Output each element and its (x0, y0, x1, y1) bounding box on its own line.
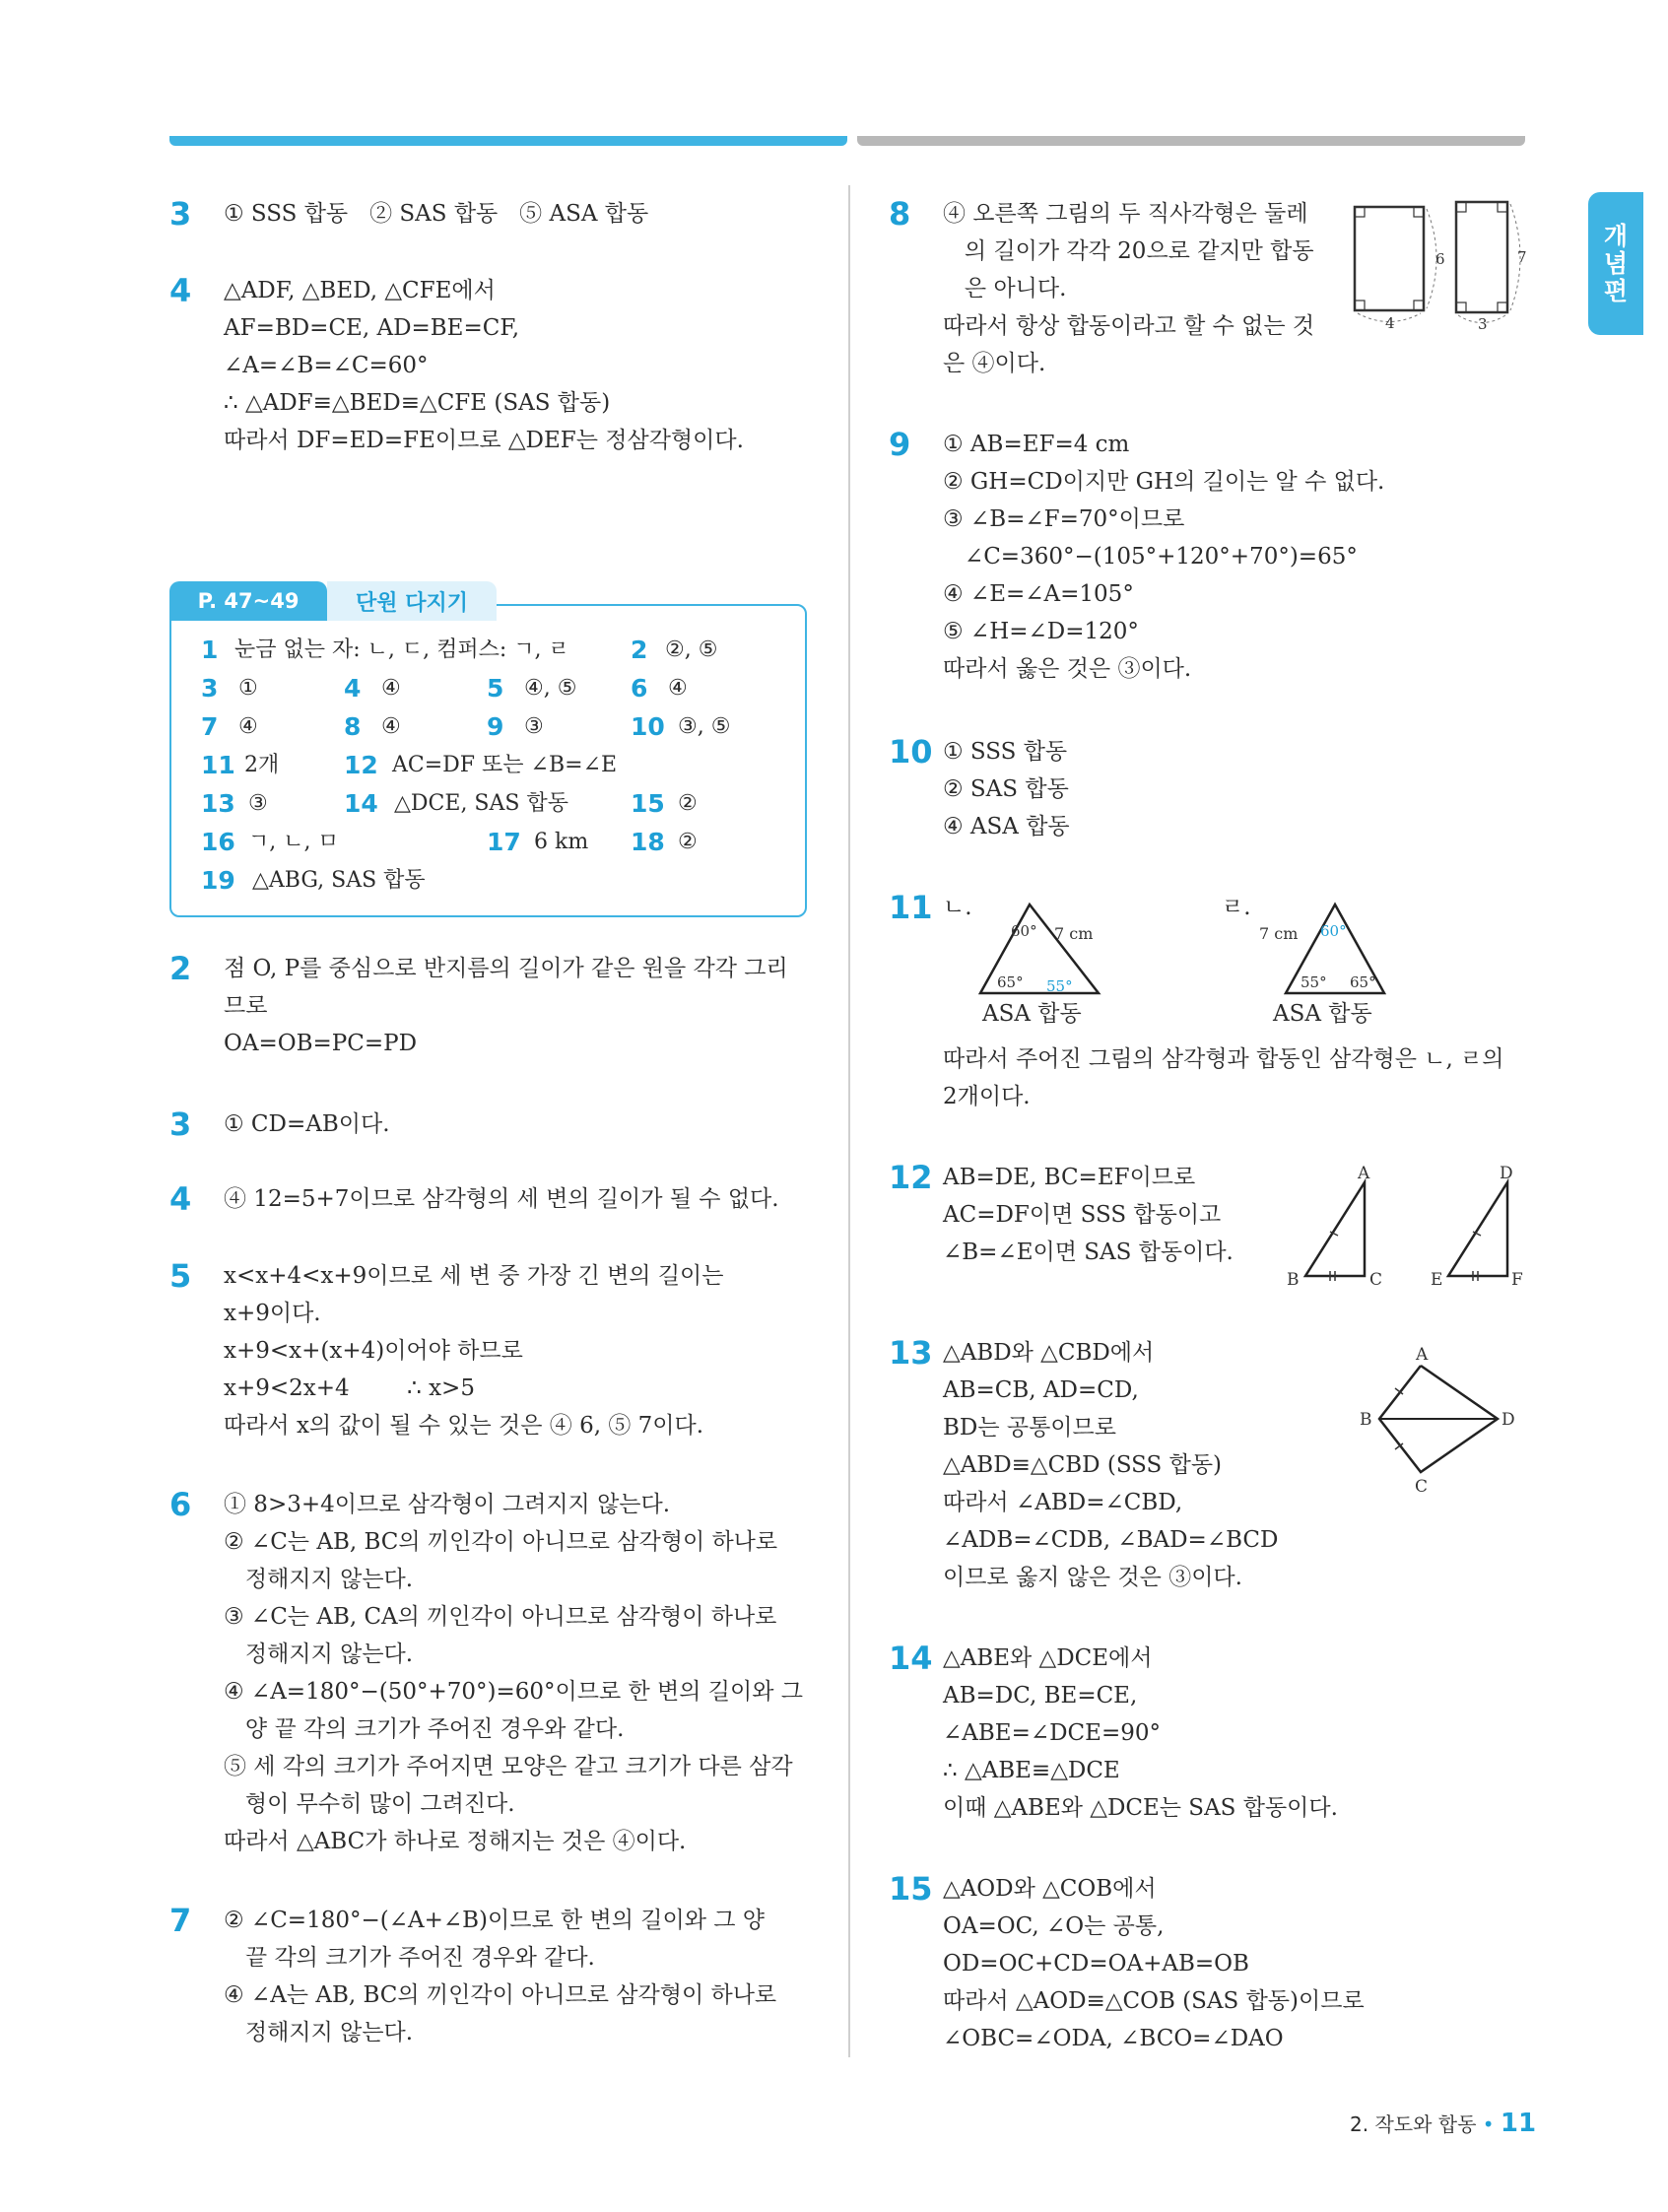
question-number: 7 (169, 1902, 192, 1939)
question-number: 3 (169, 195, 192, 233)
review-item-answer: △ABG, SAS 합동 (252, 868, 426, 893)
answer-line: 2개이다. (943, 1084, 1031, 1109)
figure-caption: ASA 합동 (1273, 1001, 1372, 1027)
vertex-label: A (1358, 1164, 1370, 1183)
rect1-height-label: 6 (1435, 250, 1445, 268)
answer-line: ① SSS 합동 (943, 739, 1068, 765)
page-number: 11 (1500, 2109, 1537, 2138)
answer-line: ④ 오른쪽 그림의 두 직사각형은 둘레 (943, 201, 1308, 227)
answer-line: ② ∠C는 AB, BC의 끼인각이 아니므로 삼각형이 하나로 (224, 1529, 778, 1555)
answer-line: 점 O, P를 중심으로 반지름의 길이가 같은 원을 각각 그리 (224, 956, 788, 981)
review-item-number: 6 (631, 674, 648, 703)
rect2-height-label: 7 (1517, 248, 1527, 266)
figure-caption: ASA 합동 (982, 1001, 1082, 1027)
answer-line: 따라서 주어진 그림의 삼각형과 합동인 삼각형은 ㄴ, ㄹ의 (943, 1046, 1504, 1072)
review-item-answer: ④, ⑤ (524, 676, 577, 701)
answer-line: 은 ④이다. (943, 351, 1046, 376)
answer-line: x+9<2x+4 ∴ x>5 (224, 1375, 475, 1401)
answer-line: ④ ∠E=∠A=105° (943, 581, 1134, 607)
side-tab-char: 개 (1603, 221, 1629, 250)
answer-line: 따라서 △ABC가 하나로 정해지는 것은 ④이다. (224, 1829, 687, 1854)
vertex-label: B (1287, 1270, 1300, 1290)
answer-line: ④ 12=5+7이므로 삼각형의 세 변의 길이가 될 수 없다. (224, 1186, 779, 1212)
vertex-label: F (1511, 1270, 1523, 1290)
answer-line: AB=CB, AD=CD, (943, 1377, 1139, 1403)
question-number: 4 (169, 272, 192, 309)
vertex-label: D (1501, 1410, 1515, 1430)
answer-line: 은 아니다. (943, 276, 1067, 302)
answer-line: △ABD≡△CBD (SSS 합동) (943, 1452, 1223, 1478)
question-number: 4 (169, 1180, 192, 1218)
answer-line: 형이 무수히 많이 그려진다. (224, 1791, 515, 1817)
answer-line: ∠ABE=∠DCE=90° (943, 1720, 1161, 1746)
angle-label: 55° (1301, 973, 1327, 991)
answer-line: ∴ △ABE≡△DCE (943, 1758, 1120, 1783)
review-item-number: 2 (631, 636, 648, 664)
vertex-label: B (1360, 1410, 1372, 1430)
question-number: 13 (889, 1334, 933, 1372)
review-item-number: 7 (201, 712, 219, 741)
review-item-number: 19 (201, 866, 235, 895)
answer-line: x+9이다. (224, 1301, 321, 1326)
vertex-label: E (1431, 1270, 1443, 1290)
vertex-label: C (1415, 1477, 1429, 1496)
review-item-number: 9 (487, 712, 504, 741)
side-label: 7 cm (1054, 924, 1094, 943)
question-number: 3 (169, 1106, 192, 1143)
answer-line: ③ ∠B=∠F=70°이므로 (943, 506, 1185, 532)
review-item-answer: ③ (248, 791, 268, 816)
top-bar-right (857, 136, 1525, 146)
answer-line: ② SAS 합동 (943, 776, 1069, 802)
answer-line: ① SSS 합동 ② SAS 합동 ⑤ ASA 합동 (224, 201, 649, 227)
answer-line: 따라서 ∠ABD=∠CBD, (943, 1490, 1183, 1515)
angle-label: 60° (1011, 922, 1037, 940)
vertex-label: D (1500, 1164, 1513, 1183)
review-item-answer: ③ (524, 714, 544, 739)
review-item-answer: ㄱ, ㄴ, ㅁ (248, 830, 339, 854)
review-item-number: 12 (344, 751, 378, 779)
review-title: 단원 다지기 (327, 581, 497, 621)
question-number: 11 (889, 889, 933, 926)
answer-line: ④ ASA 합동 (943, 814, 1070, 839)
answer-line: △ABE와 △DCE에서 (943, 1645, 1153, 1671)
answer-line: 따라서 항상 합동이라고 할 수 없는 것 (943, 313, 1315, 339)
answer-line: 정해지지 않는다. (224, 1642, 414, 1667)
triangle-figure-left (975, 895, 1113, 1003)
review-item-answer: ② (678, 791, 698, 816)
chapter-title: 2. 작도와 합동 (1350, 2112, 1477, 2136)
question-number: 15 (889, 1870, 933, 1908)
review-item-answer: 눈금 없는 자: ㄴ, ㄷ, 컴퍼스: ㄱ, ㄹ (234, 637, 569, 662)
answer-line: ④ ∠A는 AB, BC의 끼인각이 아니므로 삼각형이 하나로 (224, 1982, 777, 2008)
answer-line: 따라서 DF=ED=FE이므로 △DEF는 정삼각형이다. (224, 428, 744, 453)
answer-line: ∴ △ADF≡△BED≡△CFE (SAS 합동) (224, 390, 611, 416)
triangle-figure-right (1251, 895, 1399, 1003)
answer-line: OD=OC+CD=OA+AB=OB (943, 1951, 1249, 1977)
answer-line: BD는 공통이므로 (943, 1415, 1116, 1441)
review-item-number: 8 (344, 712, 362, 741)
rectangles-figure (1350, 197, 1527, 335)
review-item-answer: 6 km (534, 830, 589, 854)
kite-figure (1350, 1338, 1527, 1496)
review-item-number: 13 (201, 789, 235, 818)
review-item-answer: ① (238, 676, 258, 701)
answer-line: 이므로 옳지 않은 것은 ③이다. (943, 1565, 1242, 1590)
answer-line: OA=OC, ∠O는 공통, (943, 1913, 1165, 1939)
review-item-number: 10 (631, 712, 665, 741)
review-page-tag: P. 47~49 (169, 581, 327, 621)
question-number: 2 (169, 950, 192, 987)
review-item-number: 14 (344, 789, 378, 818)
vertex-label: C (1369, 1270, 1383, 1290)
answer-line: AC=DF이면 SSS 합동이고 (943, 1202, 1222, 1228)
answer-line: ① 8>3+4이므로 삼각형이 그려지지 않는다. (224, 1492, 671, 1517)
answer-line: ∠ADB=∠CDB, ∠BAD=∠BCD (943, 1527, 1279, 1553)
question-number: 8 (889, 195, 911, 233)
rect1-width-label: 4 (1385, 314, 1395, 332)
question-number: 9 (889, 426, 911, 463)
side-tab-char: 편 (1603, 276, 1629, 305)
review-item-number: 1 (201, 636, 219, 664)
review-item-number: 16 (201, 828, 235, 856)
top-bar-left (169, 136, 847, 146)
answer-line: ∠C=360°−(105°+120°+70°)=65° (943, 544, 1358, 570)
answer-line: 므로 (224, 993, 268, 1019)
answer-line: ∠OBC=∠ODA, ∠BCO=∠DAO (943, 2026, 1284, 2051)
vertex-label: A (1416, 1345, 1429, 1365)
question-number: 14 (889, 1640, 933, 1677)
answer-line: ∠A=∠B=∠C=60° (224, 353, 429, 378)
answer-line: 끝 각의 크기가 주어진 경우와 같다. (224, 1945, 595, 1971)
right-triangles-figure (1281, 1163, 1527, 1291)
page-footer (1350, 2109, 1536, 2139)
answer-line: ⑤ 세 각의 크기가 주어지면 모양은 같고 크기가 다른 삼각 (224, 1754, 793, 1779)
review-item-answer: 2개 (244, 753, 280, 777)
review-item-answer: ④ (668, 676, 688, 701)
answer-line: ③ ∠C는 AB, CA의 끼인각이 아니므로 삼각형이 하나로 (224, 1604, 777, 1630)
side-section-tab (1588, 192, 1643, 335)
figure-label: ㄴ. (943, 895, 972, 920)
answer-line: ① CD=AB이다. (224, 1111, 390, 1137)
review-item-number: 17 (487, 828, 521, 856)
question-number: 10 (889, 733, 933, 771)
review-item-number: 5 (487, 674, 504, 703)
rect2-width-label: 3 (1478, 315, 1488, 333)
answer-line: x<x+4<x+9이므로 세 변 중 가장 긴 변의 길이는 (224, 1263, 724, 1289)
answer-line: ④ ∠A=180°−(50°+70°)=60°이므로 한 변의 길이와 그 (224, 1679, 803, 1705)
answer-line: ⑤ ∠H=∠D=120° (943, 619, 1139, 644)
review-item-number: 3 (201, 674, 219, 703)
angle-label: 65° (1350, 973, 1376, 991)
angle-label: 55° (1046, 977, 1073, 995)
review-item-number: 15 (631, 789, 665, 818)
answer-line: 정해지지 않는다. (224, 1567, 414, 1592)
review-item-answer: ② (678, 830, 698, 854)
review-item-answer: ④ (238, 714, 258, 739)
review-item-answer: ④ (381, 676, 401, 701)
angle-label: 65° (997, 973, 1024, 991)
review-item-answer: ②, ⑤ (665, 637, 718, 662)
answer-line: ② ∠C=180°−(∠A+∠B)이므로 한 변의 길이와 그 양 (224, 1908, 765, 1933)
review-item-answer: △DCE, SAS 합동 (394, 791, 568, 816)
answer-line: △ABD와 △CBD에서 (943, 1340, 1155, 1366)
question-number: 12 (889, 1159, 933, 1196)
answer-line: x+9<x+(x+4)이어야 하므로 (224, 1338, 523, 1364)
review-item-answer: ④ (381, 714, 401, 739)
answer-line: 따라서 △AOD≡△COB (SAS 합동)이므로 (943, 1988, 1365, 2014)
answer-line: ① AB=EF=4 cm (943, 432, 1130, 457)
angle-label: 60° (1320, 922, 1347, 940)
footer-bullet: • (1482, 2112, 1495, 2136)
answer-line: AB=DE, BC=EF이므로 (943, 1165, 1196, 1190)
review-item-number: 4 (344, 674, 362, 703)
answer-line: ② GH=CD이지만 GH의 길이는 알 수 없다. (943, 469, 1385, 495)
answer-line: 의 길이가 각각 20으로 같지만 합동 (943, 238, 1314, 264)
review-item-answer: AC=DF 또는 ∠B=∠E (392, 753, 618, 777)
side-tab-char: 념 (1603, 248, 1629, 278)
review-item-number: 11 (201, 751, 235, 779)
answer-line: OA=OB=PC=PD (224, 1031, 418, 1056)
answer-line: 따라서 옳은 것은 ③이다. (943, 656, 1192, 682)
question-number: 6 (169, 1486, 192, 1523)
answer-line: 양 끝 각의 크기가 주어진 경우와 같다. (224, 1716, 625, 1742)
answer-line: ∠B=∠E이면 SAS 합동이다. (943, 1240, 1234, 1265)
answer-line: AF=BD=CE, AD=BE=CF, (224, 315, 520, 341)
answer-line: 정해지지 않는다. (224, 2020, 414, 2045)
side-label: 7 cm (1259, 924, 1299, 943)
review-item-answer: ③, ⑤ (678, 714, 731, 739)
answer-line: △AOD와 △COB에서 (943, 1876, 1157, 1902)
question-number: 5 (169, 1257, 192, 1295)
column-divider (848, 185, 850, 2057)
answer-line: 이때 △ABE와 △DCE는 SAS 합동이다. (943, 1795, 1338, 1821)
answer-line: 따라서 x의 값이 될 수 있는 것은 ④ 6, ⑤ 7이다. (224, 1413, 704, 1439)
review-item-number: 18 (631, 828, 665, 856)
answer-line: AB=DC, BE=CE, (943, 1683, 1138, 1709)
figure-label: ㄹ. (1222, 895, 1251, 920)
answer-line: △ADF, △BED, △CFE에서 (224, 278, 496, 303)
